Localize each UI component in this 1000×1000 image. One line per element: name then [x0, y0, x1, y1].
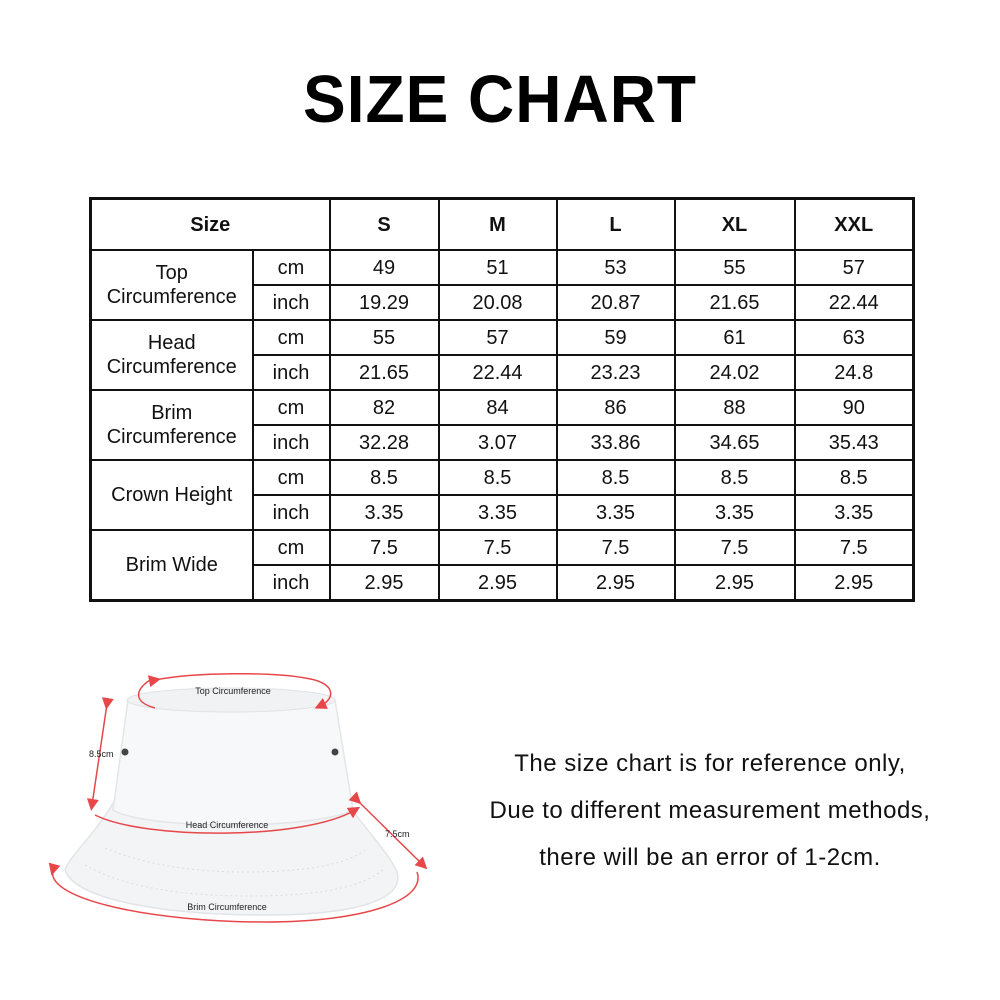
brim-circumference-label: Brim Circumference — [187, 902, 267, 912]
note-line: Due to different measurement methods, — [489, 797, 931, 824]
table-row — [91, 250, 914, 285]
unit-cell: cm — [253, 530, 330, 565]
value-cell: 34.65 — [675, 425, 795, 460]
unit-cell: cm — [253, 390, 330, 425]
value-cell: 8.5 — [557, 460, 675, 495]
metric-label-line: Circumference — [106, 426, 237, 448]
table-row — [91, 390, 914, 425]
metric-label-line: Head — [147, 332, 196, 354]
metric-label-line: Circumference — [106, 286, 237, 308]
table-body — [91, 250, 914, 601]
metric-label-line: Crown Height — [111, 484, 233, 506]
value-cell: 8.5 — [795, 460, 914, 495]
value-cell: 22.44 — [439, 355, 557, 390]
brim-wide-label: 7.5cm — [385, 829, 410, 839]
value-cell: 61 — [675, 320, 795, 355]
value-cell: 84 — [439, 390, 557, 425]
crown-height-label: 8.5cm — [89, 749, 114, 759]
unit-cell: cm — [253, 460, 330, 495]
value-cell: 22.44 — [795, 285, 914, 320]
page-title: SIZE CHART — [303, 61, 697, 137]
value-cell: 7.5 — [439, 530, 557, 565]
value-cell: 55 — [330, 320, 439, 355]
unit-cell: inch — [253, 565, 330, 601]
value-cell: 8.5 — [330, 460, 439, 495]
metric-label-line: Brim — [151, 402, 193, 424]
unit-cell: inch — [253, 285, 330, 320]
value-cell: 23.23 — [557, 355, 675, 390]
value-cell: 3.35 — [439, 495, 557, 530]
size-column-header: L — [557, 199, 675, 251]
value-cell: 7.5 — [795, 530, 914, 565]
unit-cell: cm — [253, 250, 330, 285]
value-cell: 32.28 — [330, 425, 439, 460]
size-header-cell: Size — [91, 199, 330, 251]
bucket-hat-diagram — [35, 660, 455, 930]
value-cell: 3.35 — [557, 495, 675, 530]
value-cell: 20.87 — [557, 285, 675, 320]
value-cell: 59 — [557, 320, 675, 355]
value-cell: 7.5 — [330, 530, 439, 565]
metric-label — [91, 250, 253, 320]
size-column-header: XXL — [795, 199, 914, 251]
size-column-header: S — [330, 199, 439, 251]
value-cell: 2.95 — [675, 565, 795, 601]
value-cell: 3.35 — [330, 495, 439, 530]
unit-cell: inch — [253, 495, 330, 530]
table-header-row — [91, 199, 914, 251]
metric-label-line: Circumference — [106, 356, 237, 378]
value-cell: 88 — [675, 390, 795, 425]
value-cell: 51 — [439, 250, 557, 285]
value-cell: 7.5 — [675, 530, 795, 565]
metric-label-line: Top — [155, 262, 188, 284]
value-cell: 21.65 — [330, 355, 439, 390]
value-cell: 49 — [330, 250, 439, 285]
value-cell: 8.5 — [439, 460, 557, 495]
value-cell: 86 — [557, 390, 675, 425]
value-cell: 2.95 — [557, 565, 675, 601]
disclaimer-note — [440, 740, 980, 881]
table-row — [91, 320, 914, 355]
value-cell: 2.95 — [439, 565, 557, 601]
metric-label — [91, 320, 253, 390]
hat-crown — [113, 700, 353, 825]
value-cell: 33.86 — [557, 425, 675, 460]
value-cell: 3.35 — [795, 495, 914, 530]
value-cell: 2.95 — [795, 565, 914, 601]
size-chart-table — [89, 197, 915, 602]
value-cell: 3.35 — [675, 495, 795, 530]
value-cell: 63 — [795, 320, 914, 355]
metric-label — [91, 390, 253, 460]
value-cell: 2.95 — [330, 565, 439, 601]
note-line: The size chart is for reference only, — [514, 750, 906, 777]
top-circumference-label: Top Circumference — [195, 686, 271, 696]
unit-cell: inch — [253, 355, 330, 390]
value-cell: 57 — [439, 320, 557, 355]
table-row — [91, 530, 914, 565]
head-circumference-label: Head Circumference — [185, 820, 269, 830]
size-column-header: M — [439, 199, 557, 251]
size-column-header: XL — [675, 199, 795, 251]
value-cell: 35.43 — [795, 425, 914, 460]
value-cell: 21.65 — [675, 285, 795, 320]
value-cell: 8.5 — [675, 460, 795, 495]
value-cell: 20.08 — [439, 285, 557, 320]
metric-label-line: Brim Wide — [125, 554, 218, 576]
value-cell: 55 — [675, 250, 795, 285]
value-cell: 90 — [795, 390, 914, 425]
value-cell: 7.5 — [557, 530, 675, 565]
value-cell: 24.02 — [675, 355, 795, 390]
metric-label — [91, 460, 253, 530]
unit-cell: cm — [253, 320, 330, 355]
value-cell: 24.8 — [795, 355, 914, 390]
unit-cell: inch — [253, 425, 330, 460]
value-cell: 3.07 — [439, 425, 557, 460]
value-cell: 19.29 — [330, 285, 439, 320]
value-cell: 82 — [330, 390, 439, 425]
value-cell: 57 — [795, 250, 914, 285]
value-cell: 53 — [557, 250, 675, 285]
table-row — [91, 460, 914, 495]
metric-label — [91, 530, 253, 601]
note-line: there will be an error of 1-2cm. — [539, 844, 881, 871]
